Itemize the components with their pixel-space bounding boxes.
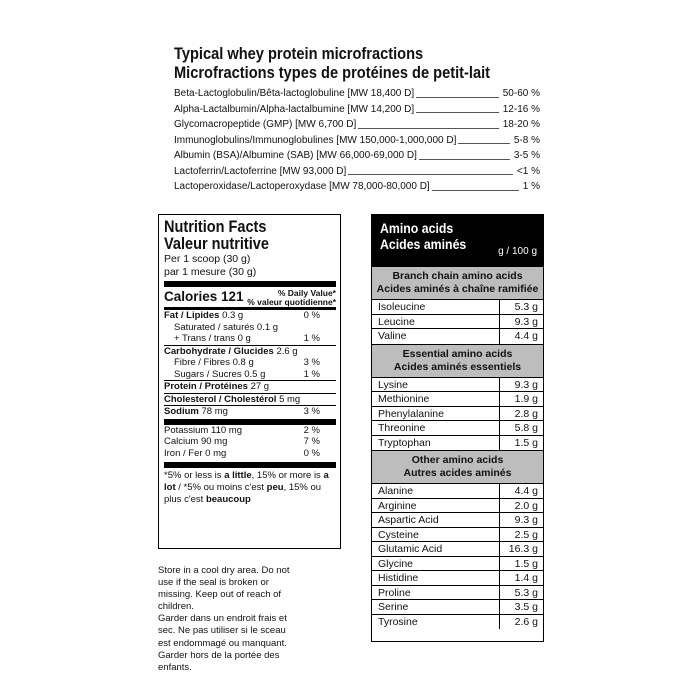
amino-acid-value: 1.4 g [500, 571, 543, 586]
microfraction-value: 18-20 % [502, 119, 540, 130]
saturated-label: Saturated / saturés 0.1 g [174, 321, 279, 333]
sugars-dv: 1 % [303, 368, 320, 380]
potassium-row [164, 425, 336, 437]
microfraction-row [174, 148, 540, 164]
saturated-row [164, 322, 336, 334]
iron-dv: 0 % [303, 447, 320, 459]
cholesterol-row [164, 394, 336, 406]
microfraction-row [174, 133, 540, 149]
amino-section-title-fr: Autres acides aminés [403, 467, 512, 479]
potassium-label: Potassium 110 mg [164, 424, 242, 436]
amino-acid-name: Leucine [372, 315, 499, 330]
protein-amount: 27 g [250, 381, 270, 392]
amino-acid-name: Arginine [372, 499, 499, 514]
amino-acid-value: 9.3 g [500, 513, 543, 528]
sodium-amount: 78 mg [201, 406, 228, 417]
cholesterol-label: Cholesterol / Cholestérol [164, 393, 277, 405]
fibre-row [164, 357, 336, 369]
amino-acid-name: Cysteine [372, 528, 499, 543]
amino-acid-name: Lysine [372, 378, 499, 393]
fibre-dv: 3 % [303, 357, 320, 368]
amino-acid-name: Alanine [372, 484, 499, 499]
microfraction-row [174, 117, 540, 133]
leader-line [432, 190, 519, 191]
amino-table [372, 300, 543, 344]
amino-acid-value: 4.4 g [500, 484, 543, 499]
amino-acid-value: 2.5 g [500, 528, 543, 543]
amino-acid-name: Valine [378, 330, 407, 342]
microfraction-value: 3-5 % [513, 150, 540, 161]
carb-label: Carbohydrate / Glucides [164, 345, 274, 357]
fat-dv: 0 % [303, 310, 320, 321]
leader-line [416, 97, 499, 98]
amino-title-en: Amino acids [380, 220, 454, 236]
microfraction-name: Albumin (BSA)/Albumine (SAB) [MW 66,000-69,000 D] [174, 150, 417, 161]
amino-section-header [372, 450, 543, 484]
leader-line [419, 159, 510, 160]
nutrition-facts-panel [158, 214, 341, 549]
trans-label: + Trans / trans 0 g [174, 333, 251, 344]
leader-line [358, 128, 498, 129]
leader-line [458, 143, 509, 144]
leader-line [416, 112, 499, 113]
microfraction-name: Alpha-Lactalbumin/Alpha-lactalbumine [MW 14,200 D] [174, 103, 415, 115]
amino-acid-value: 2.0 g [500, 499, 543, 514]
amino-acid-name: Proline [372, 586, 499, 601]
potassium-dv: 2 % [303, 424, 320, 436]
daily-value-header [247, 289, 336, 307]
trans-row [164, 333, 336, 345]
protein-row [164, 381, 336, 393]
microfractions-title-fr: Microfractions types de protéines de petit-lait [174, 63, 491, 82]
sugars-label: Sugars / Sucres 0.5 g [174, 368, 266, 380]
microfraction-name: Lactoperoxidase/Lactoperoxydase [MW 78,000-80,000 D] [174, 181, 430, 192]
amino-table [372, 378, 543, 451]
microfraction-row [174, 102, 540, 118]
amino-acid-value: 1.9 g [500, 392, 543, 407]
serving-size-fr: par 1 mesure (30 g) [164, 265, 257, 278]
sugars-row [164, 369, 336, 381]
amino-header [372, 215, 543, 267]
sodium-row [164, 406, 336, 418]
iron-label: Iron / Fer 0 mg [164, 447, 227, 459]
amino-acid-name: Serine [372, 600, 499, 615]
calories: Calories 121 [164, 289, 244, 304]
storage-fr: Garder dans un endroit frais et sec. Ne pas utiliser si le sceau est endommagé ou manquant. Garder hors de la portée des enfants. [158, 613, 287, 673]
amino-section-header [372, 344, 543, 378]
amino-acid-name: Glutamic Acid [372, 542, 499, 557]
amino-acid-value: 1.5 g [514, 436, 538, 449]
storage-instructions [158, 565, 298, 674]
calcium-label: Calcium 90 mg [164, 436, 228, 447]
amino-section-title-fr: Acides aminés à chaîne ramifiée [376, 283, 539, 295]
amino-acid-name: Tryptophan [378, 436, 431, 449]
sat-trans-dv: 1 % [303, 333, 320, 344]
fat-row [164, 310, 336, 322]
microfractions-list [174, 86, 540, 195]
microfraction-row [174, 179, 540, 195]
carb-amount: 2.6 g [276, 345, 298, 357]
amino-table [372, 484, 543, 629]
microfraction-name: Glycomacropeptide (GMP) [MW 6,700 D] [174, 119, 357, 130]
microfraction-value: <1 % [516, 165, 540, 177]
amino-acid-name: Methionine [372, 392, 499, 407]
amino-acid-value: 1.5 g [500, 557, 543, 572]
fat-label: Fat / Lipides [164, 310, 220, 321]
amino-acid-name: Tyrosine [378, 615, 418, 628]
amino-acid-value: 9.3 g [500, 378, 543, 393]
microfraction-row [174, 86, 540, 102]
microfraction-value: 5-8 % [513, 134, 540, 146]
amino-acid-name: Isoleucine [372, 300, 499, 315]
amino-section-title-en: Other amino acids [411, 454, 504, 466]
amino-section-title-en: Essential amino acids [402, 347, 513, 360]
sodium-label: Sodium [164, 406, 199, 417]
daily-value-footnote: *5% or less is a little, 15% or more is a lot / *5% ou moins c'est peu, 15% ou plus c'est beaucoup [164, 470, 329, 505]
nutrition-title-en: Nutrition Facts [164, 218, 267, 236]
daily-value-en: % Daily Value* [277, 288, 336, 298]
daily-value-fr: % valeur quotidienne* [247, 297, 336, 307]
amino-title-fr: Acides aminés [380, 236, 467, 252]
amino-acid-name: Histidine [372, 571, 499, 586]
fat-amount: 0.3 g [222, 310, 244, 321]
iron-row [164, 448, 336, 460]
nutrition-title-fr: Valeur nutritive [164, 235, 269, 253]
microfraction-name: Immunoglobulins/Immunoglobulines [MW 150,000-1,000,000 D] [174, 134, 457, 146]
microfractions-block [174, 44, 540, 195]
amino-acids-panel [371, 214, 544, 642]
amino-acid-value: 2.8 g [500, 407, 543, 422]
amino-section-header [372, 267, 543, 300]
amino-acid-value: 16.3 g [500, 542, 543, 557]
storage-en: Store in a cool dry area. Do not use if the seal is broken or missing. Keep out of reach of children. [158, 565, 290, 613]
microfraction-name: Lactoferrin/Lactoferrine [MW 93,000 D] [174, 165, 347, 177]
amino-acid-name: Aspartic Acid [372, 513, 499, 528]
amino-acid-name: Glycine [372, 557, 499, 572]
cholesterol-amount: 5 mg [279, 393, 301, 405]
amino-section-title-en: Branch chain amino acids [392, 270, 523, 282]
amino-section-title-fr: Acides aminés essentiels [393, 360, 522, 373]
amino-acid-value: 4.4 g [514, 330, 538, 342]
amino-acid-value: 2.6 g [514, 615, 538, 628]
microfractions-title-en: Typical whey protein microfractions [174, 44, 424, 63]
amino-unit: g / 100 g [498, 246, 537, 257]
microfraction-value: 12-16 % [502, 103, 540, 115]
calories-row [164, 287, 336, 307]
amino-acid-value: 9.3 g [500, 315, 543, 330]
serving-size-en: Per 1 scoop (30 g) [164, 253, 251, 265]
calcium-dv: 7 % [303, 436, 320, 447]
calcium-row [164, 436, 336, 448]
amino-acid-value: 5.3 g [500, 586, 543, 601]
leader-line [348, 174, 513, 175]
microfraction-name: Beta-Lactoglobulin/Bêta-lactoglobuline [MW 18,400 D] [174, 88, 415, 99]
amino-acid-name: Threonine [372, 421, 499, 436]
carb-row [164, 346, 336, 358]
protein-label: Protein / Protéines [164, 381, 248, 392]
amino-sections [372, 267, 543, 629]
sodium-dv: 3 % [303, 406, 320, 417]
microfraction-value: 50-60 % [502, 88, 540, 99]
amino-acid-value: 5.3 g [500, 300, 543, 315]
amino-acid-name: Phenylalanine [372, 407, 499, 422]
fibre-label: Fibre / Fibres 0.8 g [174, 357, 254, 368]
microfraction-value: 1 % [522, 181, 540, 192]
microfraction-row [174, 164, 540, 180]
amino-acid-value: 5.8 g [500, 421, 543, 436]
amino-acid-value: 3.5 g [500, 600, 543, 615]
